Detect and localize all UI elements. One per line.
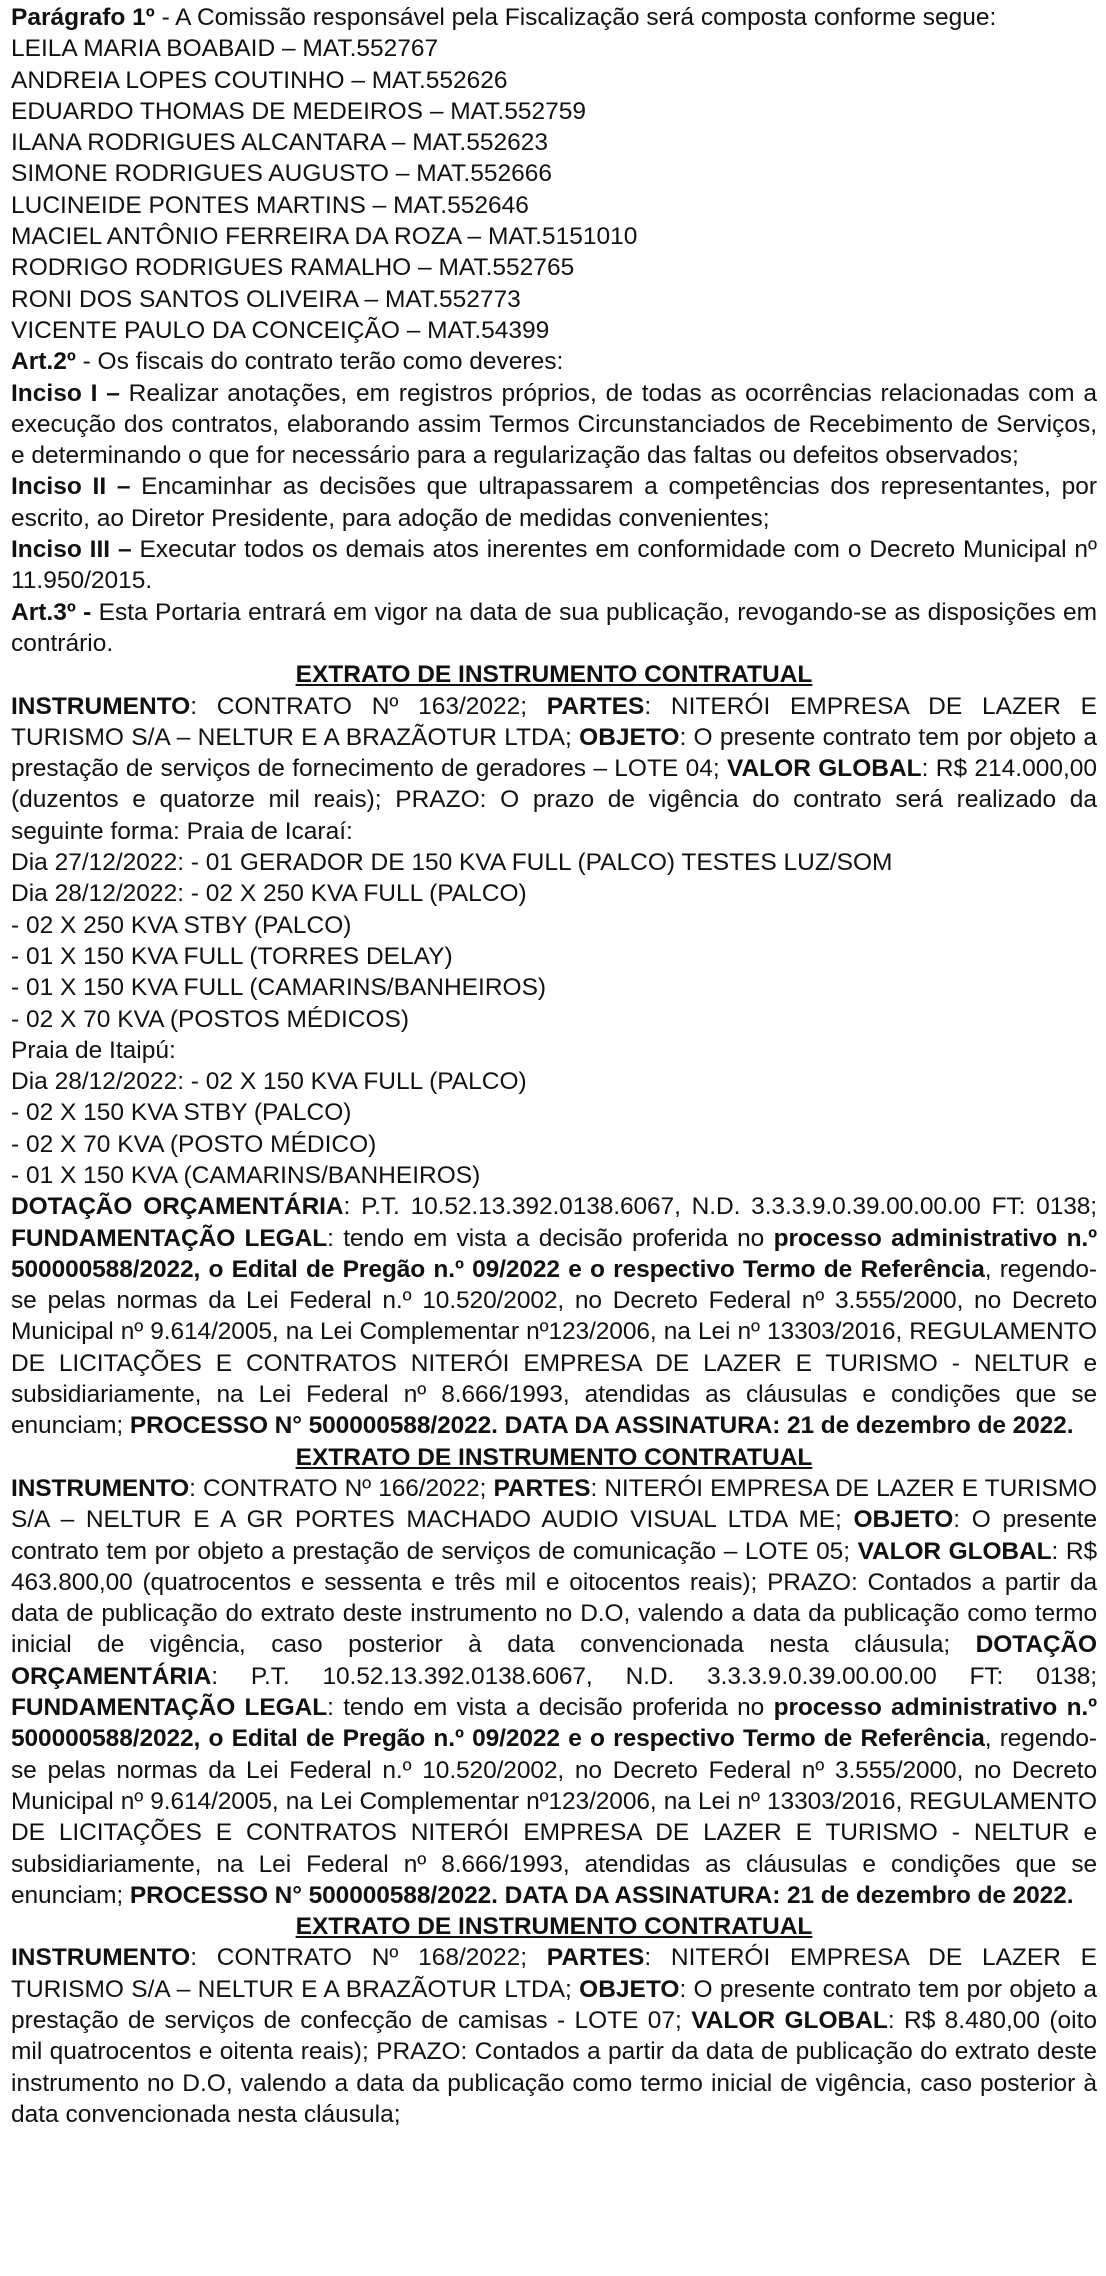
bold-run: PROCESSO N° 500000588/2022. DATA DA ASSINATURA: 21 de dezembro de 2022. xyxy=(129,1881,1074,1909)
text-run: : P.T. 10.52.13.392.0138.6067, N.D. 3.3.3.9.0.39.00.00.00 FT: 0138; xyxy=(343,1193,1097,1221)
inciso-text: Executar todos os demais atos inerentes em conformidade com o Decreto Municipal nº 11.950/2015. xyxy=(11,536,1097,595)
commission-member: RONI DOS SANTOS OLIVEIRA – MAT.552773 xyxy=(11,285,521,313)
text-run: : NITERÓI EMPRESA DE LAZER E TURISMO S/A – NELTUR E A BRAZÃOTUR LTDA; xyxy=(11,1944,1097,2003)
art-3-text: Esta Portaria entrará em vigor na data de sua publicação, revogando-se as disposições em contrário. xyxy=(11,598,1098,657)
text-run: : R$ 214.000,00 (duzentos e quatorze mil reais); PRAZO: O prazo de vigência do contrato será realizado da seguinte forma: Praia de Icaraí: xyxy=(11,755,1098,845)
generator-schedule xyxy=(11,847,1097,1191)
art-2-text: - Os fiscais do contrato terão como deveres: xyxy=(75,348,564,376)
text-run: : P.T. 10.52.13.392.0138.6067, N.D. 3.3.3.9.0.39.00.00.00 FT: 0138; xyxy=(211,1662,1097,1690)
text-run: : CONTRATO Nº 163/2022; xyxy=(190,692,547,720)
inciso-text: Realizar anotações, em registros próprios, de todas as ocorrências relacionadas com a execução dos contratos, elaborando assim Termos Circunstanciados de Recebimento de Serviços, e determinando o que for necessário para a regularização das faltas ou defeitos observados; xyxy=(11,379,1097,470)
commission-member: RODRIGO RODRIGUES RAMALHO – MAT.552765 xyxy=(11,254,575,282)
text-run: : NITERÓI EMPRESA DE LAZER E TURISMO S/A – NELTUR E A GR PORTES MACHADO AUDIO VISUAL LTDA ME; xyxy=(11,1474,1097,1534)
commission-member: EDUARDO THOMAS DE MEDEIROS – MAT.552759 xyxy=(11,97,586,125)
inciso-label: Inciso III – xyxy=(11,536,132,564)
extrato-2-body xyxy=(11,1473,1097,1911)
bold-run: PARTES xyxy=(546,1944,645,1972)
inciso-2 xyxy=(11,471,1097,534)
text-run: : O presente contrato tem por objeto a prestação de serviços de confecção de camisas - LOTE 07; xyxy=(11,1975,1098,2034)
text-run: : O presente contrato tem por objeto a prestação de serviços de comunicação – LOTE 05; xyxy=(11,1506,1097,1565)
schedule-line: - 02 X 250 KVA STBY (PALCO) xyxy=(11,911,352,939)
bold-run: FUNDAMENTAÇÃO LEGAL xyxy=(11,1694,328,1722)
bold-run: VALOR GLOBAL xyxy=(857,1537,1052,1565)
schedule-line: - 02 X 150 KVA STBY (PALCO) xyxy=(11,1099,352,1127)
inciso-3 xyxy=(11,534,1097,597)
text-run: : NITERÓI EMPRESA DE LAZER E TURISMO S/A – NELTUR E A BRAZÃOTUR LTDA; xyxy=(11,692,1097,751)
schedule-line: Praia de Itaipú: xyxy=(11,1036,176,1064)
bold-run: INSTRUMENTO xyxy=(11,1944,191,1972)
paragrafo-1-text: - A Comissão responsável pela Fiscalização será composta conforme segue: xyxy=(154,4,997,31)
schedule-line: - 01 X 150 KVA FULL (TORRES DELAY) xyxy=(11,942,453,970)
bold-run: INSTRUMENTO xyxy=(11,692,191,720)
schedule-line: Dia 28/12/2022: - 02 X 150 KVA FULL (PALCO) xyxy=(11,1068,527,1096)
inciso-label: Inciso II – xyxy=(11,473,131,501)
commission-member: MACIEL ANTÔNIO FERREIRA DA ROZA – MAT.5151010 xyxy=(11,223,638,251)
bold-run: INSTRUMENTO xyxy=(11,1474,190,1502)
extrato-heading: EXTRATO DE INSTRUMENTO CONTRATUAL xyxy=(295,1443,813,1471)
schedule-line: Dia 28/12/2022: - 02 X 250 KVA FULL (PALCO) xyxy=(11,880,527,908)
extrato-heading: EXTRATO DE INSTRUMENTO CONTRATUAL xyxy=(295,661,813,689)
bold-run: DOTAÇÃO ORÇAMENTÁRIA xyxy=(11,1631,1097,1690)
bold-run: VALOR GLOBAL xyxy=(726,755,922,783)
commission-member: SIMONE RODRIGUES AUGUSTO – MAT.552666 xyxy=(11,160,552,188)
text-run: : O presente contrato tem por objeto a prestação de serviços de fornecimento de geradores – LOTE 04; xyxy=(11,723,1098,783)
bold-run: PARTES xyxy=(493,1474,591,1502)
schedule-line: - 02 X 70 KVA (POSTO MÉDICO) xyxy=(11,1130,377,1158)
text-run: : tendo em vista a decisão proferida no xyxy=(327,1694,774,1722)
paragrafo-1 xyxy=(11,2,1097,33)
art-2 xyxy=(11,346,1097,377)
bold-run: VALOR GLOBAL xyxy=(691,2007,888,2034)
art-3 xyxy=(11,597,1097,660)
inciso-text: Encaminhar as decisões que ultrapassarem a competências dos representantes, por escrito, ao Diretor Presidente, para adoção de medidas convenientes; xyxy=(11,473,1097,532)
text-run: : CONTRATO Nº 166/2022; xyxy=(189,1474,494,1502)
text-run: : R$ 8.480,00 (oito mil quatrocentos e oitenta reais); PRAZO: Contados a partir da data de publicação do extrato deste instrumento no D.O, valendo a data da publicação como termo inicial de vigência, caso posterior à data convencionada nesta cláusula; xyxy=(11,2007,1097,2128)
commission-member-list xyxy=(11,33,1097,346)
schedule-line: - 01 X 150 KVA FULL (CAMARINS/BANHEIROS) xyxy=(11,974,547,1002)
extrato-3-body xyxy=(11,1942,1097,2130)
bold-run: processo administrativo n.º 500000588/2022, o Edital de Pregão n.º 09/2022 e o respectivo Termo de Referência xyxy=(11,1694,1097,1753)
paragrafo-1-label: Parágrafo 1º xyxy=(11,4,155,31)
bold-run: OBJETO xyxy=(579,1975,680,2003)
text-run: , regendo-se pelas normas da Lei Federal n.º 10.520/2002, no Decreto Federal nº 3.555/2000, no Decreto Municipal nº 9.614/2005, na Lei Complementar nº123/2006, na Lei nº 13303/2016, REGULAMENTO DE LICITAÇÕES E CONTRATOS NITERÓI EMPRESA DE LAZER E TURISMO - NELTUR e subsidiariamente, na Lei Federal nº 8.666/1993, atendidas as cláusulas e condições que se enunciam; xyxy=(11,1255,1097,1440)
extrato-heading: EXTRATO DE INSTRUMENTO CONTRATUAL xyxy=(295,1913,813,1941)
text-run: : tendo em vista a decisão proferida no xyxy=(327,1224,774,1252)
commission-member: LEILA MARIA BOABAID – MAT.552767 xyxy=(11,35,439,63)
art-3-label: Art.3º - xyxy=(11,598,92,626)
bold-run: processo administrativo n.º 500000588/2022, o Edital de Pregão n.º 09/2022 e o respectivo Termo de Referência xyxy=(11,1224,1097,1283)
bold-run: FUNDAMENTAÇÃO LEGAL xyxy=(11,1224,328,1252)
inciso-label: Inciso I – xyxy=(11,379,120,407)
text-run: , regendo-se pelas normas da Lei Federal n.º 10.520/2002, no Decreto Federal nº 3.555/2000, no Decreto Municipal nº 9.614/2005, na Lei Complementar nº123/2006, na Lei nº 13303/2016, REGULAMENTO DE LICITAÇÕES E CONTRATOS NITERÓI EMPRESA DE LAZER E TURISMO - NELTUR e subsidiariamente, na Lei Federal nº 8.666/1993, atendidas as cláusulas e condições que se enunciam; xyxy=(11,1725,1097,1909)
art-2-label: Art.2º xyxy=(11,348,76,376)
commission-member: ANDREIA LOPES COUTINHO – MAT.552626 xyxy=(11,66,508,94)
text-run: : CONTRATO Nº 168/2022; xyxy=(190,1944,547,1972)
schedule-line: Dia 27/12/2022: - 01 GERADOR DE 150 KVA FULL (PALCO) TESTES LUZ/SOM xyxy=(11,849,893,877)
bold-run: OBJETO xyxy=(853,1506,954,1534)
bold-run: PROCESSO N° 500000588/2022. DATA DA ASSINATURA: 21 de dezembro de 2022. xyxy=(129,1412,1074,1440)
bold-run: OBJETO xyxy=(579,723,680,751)
schedule-line: - 01 X 150 KVA (CAMARINS/BANHEIROS) xyxy=(11,1161,481,1189)
commission-member: VICENTE PAULO DA CONCEIÇÃO – MAT.54399 xyxy=(11,316,550,344)
commission-member: LUCINEIDE PONTES MARTINS – MAT.552646 xyxy=(11,191,529,219)
extrato-1-legal xyxy=(11,1191,1097,1441)
commission-member: ILANA RODRIGUES ALCANTARA – MAT.552623 xyxy=(11,129,548,157)
bold-run: DOTAÇÃO ORÇAMENTÁRIA xyxy=(11,1193,344,1221)
text-run: : R$ 463.800,00 (quatrocentos e sessenta e três mil e oitocentos reais); PRAZO: Contados a partir da data de publicação do extrato deste instrumento no D.O, valendo a data da publicação como termo inicial de vigência, caso posterior à data convencionada nesta cláusula; xyxy=(11,1537,1097,1659)
inciso-1 xyxy=(11,378,1097,472)
bold-run: PARTES xyxy=(546,692,645,720)
schedule-line: - 02 X 70 KVA (POSTOS MÉDICOS) xyxy=(11,1005,410,1033)
extrato-1-intro xyxy=(11,691,1097,847)
